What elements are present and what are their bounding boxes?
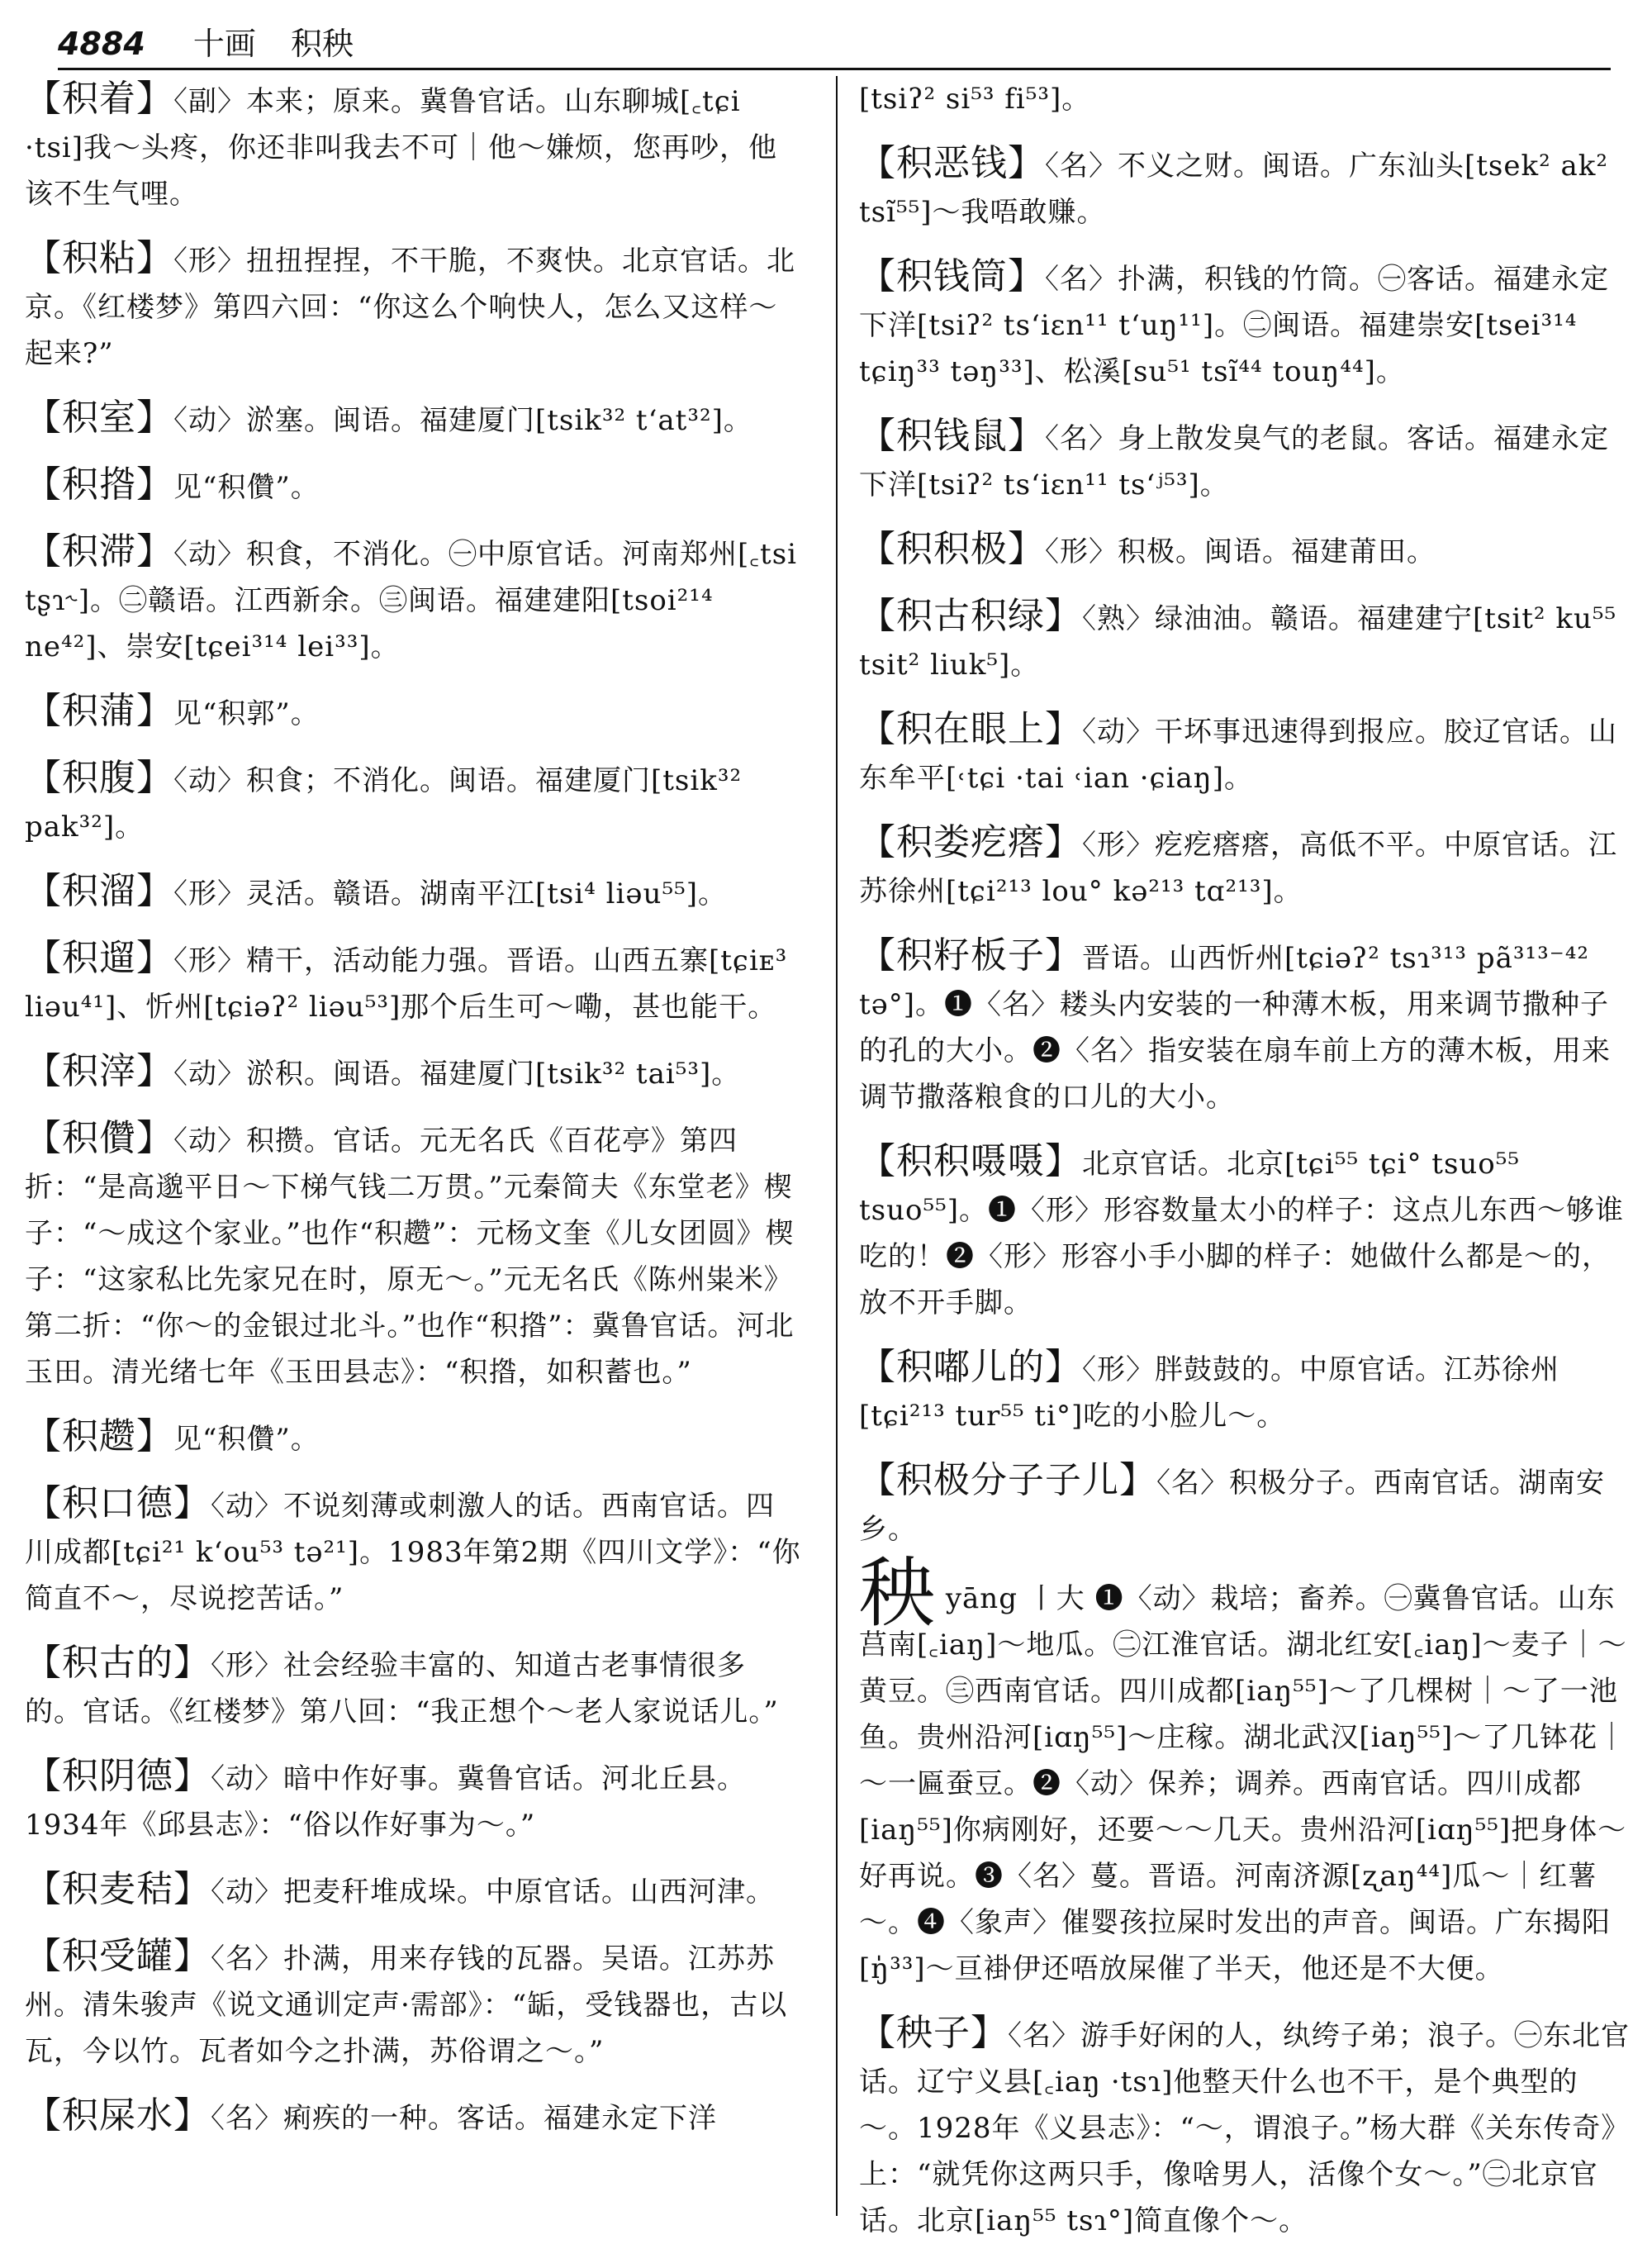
dictionary-entry [25,529,801,670]
dictionary-entry [25,755,801,850]
entry-definition: 北京官话。北京[tɕi⁵⁵ tɕi° tsuo⁵⁵ tsuo⁵⁵]。❶〈形〉形容数量太小的样子：这点儿东西～够谁吃的！❷〈形〉形容小手小脚的样子：她做什么都是～的，放不开手脚。 [859,1148,1625,1319]
entry-headword: 【积极分子子儿】 [859,1459,1156,1501]
dictionary-entry [25,1115,801,1395]
entry-headword: 【积嘟儿的】 [859,1346,1082,1388]
entry-headword: 【积粘】 [25,237,173,279]
entry-headword: 【积钱鼠】 [859,415,1045,457]
entry-definition: 〈形〉灵活。赣语。湖南平江[tsi⁴ liəu⁵⁵]。 [173,877,727,910]
entry-definition: 〈动〉淤积。闽语。福建厦门[tsik³² tai⁵³]。 [173,1058,741,1091]
entry-headword: 【积古的】 [25,1642,211,1684]
entry-headword: 【积古积绿】 [859,595,1082,637]
character-zhuyin: 丨大 [1027,1582,1085,1615]
dictionary-entry [859,254,1635,395]
dictionary-entry [859,706,1635,801]
dictionary-entry [859,413,1635,508]
dictionary-entry [25,1481,801,1622]
entry-definition: 〈名〉身上散发臭气的老鼠。客话。福建永定下洋[tsiʔ² ts‘iɛn¹¹ ts‘ʲ⁵³]。 [859,422,1609,502]
dictionary-entry [859,820,1635,915]
entry-headword: 【积腹】 [25,757,173,799]
entry-headword: 【积室】 [25,397,173,439]
entry-headword: 【积麦秸】 [25,1868,211,1910]
entry-definition: 〈名〉扑满，用来存钱的瓦器。吴语。江苏苏州。清朱骏声《说文通训定声·需部》：“缿，受钱器也，古以瓦，今以竹。瓦者如今之扑满，苏俗谓之～。” [25,1942,788,2068]
dictionary-entry [859,1139,1635,1326]
page-number: 4884 [58,26,145,62]
dictionary-entry [25,235,801,377]
dictionary-entry [25,395,801,444]
entry-definition: 〈动〉暗中作好事。冀鲁官话。河北丘县。1934年《邱县志》：“俗以作好事为～。” [25,1762,746,1842]
entry-definition: 〈动〉干坏事迅速得到报应。胶辽官话。山东牟平[˓tɕi ·tai ˓ian ·ɕiaŋ]。 [859,716,1617,795]
dictionary-entry [25,1640,801,1735]
entry-definition: 见“积儹”。 [173,471,320,504]
entry-headword: 【积滞】 [25,530,173,573]
entry-definition: 晋语。山西忻州[tɕiəʔ² tsɿ³¹³ pã³¹³⁻⁴² tə°]。❶〈名〉耧头内安装的一种薄木板，用来调节撒种子的孔的大小。❷〈名〉指安装在扇车前上方的薄木板，用来调节撒落粮食的口儿的大小。 [859,942,1611,1114]
dictionary-entry [859,140,1635,235]
entry-definition: 〈动〉积食，不消化。㊀中原官话。河南郑州[꜀tsi tʂɿ˞]。㊁赣语。江西新余。㊂闽语。福建建阳[tsoi²¹⁴ ne⁴²]、崇安[tɕei³¹⁴ lei³³]。 [25,538,798,663]
dictionary-entry [25,76,801,217]
entry-headword: 【积儹】 [25,1117,173,1159]
entry-definition: 〈动〉积攒。官话。元无名氏《百花亭》第四折：“是高邈平日～下梯气钱二万贯。”元秦简夫《东堂老》楔子：“～成这个家业。”也作“积趱”：元杨文奎《儿女团圆》楔子：“这家私比先家兄在时，原无～。”元无名氏《陈州粜米》第二折：“你～的金银过北斗。”也作“积揝”：冀鲁官话。河北玉田。清光绪七年《玉田县志》：“积揝，如积蓄也。” [25,1124,795,1389]
header-rule [58,68,1611,70]
entry-headword: 【积恶钱】 [859,142,1045,184]
entry-headword: 【积籽板子】 [859,934,1082,977]
entry-definition: 〈形〉积极。闽语。福建莆田。 [1045,535,1436,568]
right-column [859,76,1635,2237]
page-header [58,18,1611,68]
entry-headword: 【积积嗫嗫】 [859,1140,1082,1182]
dictionary-entry [25,868,801,917]
entry-headword: 【积口德】 [25,1482,211,1524]
section-characters: 积秧 [290,26,354,62]
entry-continuation: [tsiʔ² si⁵³ fi⁵³]。 [859,83,1091,116]
entry-definition: 〈动〉积食；不消化。闽语。福建厦门[tsik³² pak³²]。 [25,764,743,844]
entry-headword: 【积遛】 [25,937,173,979]
entry-definition: 〈名〉游手好闲的人，纨绔子弟；浪子。㊀东北官话。辽宁义县[꜀iaŋ ·tsɿ]他整天什么也不干，是个典型的～。1928年《义县志》：“～，谓浪子。”杨大群《关东传奇》上：“就凭你这两只手，像啥男人，活像个女～。”㊁北京官话。北京[iaŋ⁵⁵ tsɿ°]简直像个～。 [859,2019,1631,2237]
dictionary-entry [25,1048,801,1097]
entry-headword: 【积钱筒】 [859,255,1045,297]
dictionary-entry [859,593,1635,688]
entry-definition: 〈形〉扭扭捏捏，不干脆，不爽快。北京官话。北京。《红楼梦》第四六回：“你这么个响快人，怎么又这样～起来?” [25,245,795,370]
entry-definition: 〈副〉本来；原来。冀鲁官话。山东聊城[꜀tɕi ·tsi]我～头疼，你还非叫我去不可｜他～嫌烦，您再吵，他该不生气哩。 [25,85,778,211]
dictionary-entry [859,933,1635,1120]
dictionary-entry [25,462,801,511]
entry-headword: 【积揝】 [25,464,173,506]
entry-headword: 【积着】 [25,78,173,120]
entry-definition: 见“积儹”。 [173,1423,320,1456]
dictionary-entry [859,526,1635,575]
dictionary-entry [25,1933,801,2075]
character-definition: ❶〈动〉栽培；畜养。㊀冀鲁官话。山东莒南[꜀iaŋ]～地瓜。㊁江淮官话。湖北红安[꜀iaŋ]～麦子｜～黄豆。㊂西南官话。四川成都[iaŋ⁵⁵]～了几棵树｜～了一池鱼。贵州沿河[iɑŋ⁵⁵]～庄稼。湖北武汉[iaŋ⁵⁵]～了几钵花｜～一匾蚕豆。❷〈动〉保养；调养。西南官话。四川成都[iaŋ⁵⁵]你病刚好，还要～～几天。贵州沿河[iɑŋ⁵⁵]把身体～好再说。❸〈名〉蔓。晋语。河南济源[ʐaŋ⁴⁴]瓜～｜红薯～。❹〈象声〉催婴孩拉屎时发出的声音。闽语。广东揭阳[ŋ̍³³]～亘褂伊还唔放屎催了半天，他还是不大便。 [859,1582,1627,1985]
entry-definition: 〈名〉痢疾的一种。客话。福建永定下洋 [211,2102,717,2135]
entry-definition: 〈形〉社会经验丰富的、知道古老事情很多的。官话。《红楼梦》第八回：“我正想个～老人家说话儿。” [25,1649,779,1728]
entry-definition: 〈名〉扑满，积钱的竹筒。㊀客话。福建永定下洋[tsiʔ² ts‘iɛn¹¹ t‘uŋ¹¹]。㊁闽语。福建崇安[tsei³¹⁴ tɕiŋ³³ təŋ³³]、松溪[su⁵¹ tsĩ⁴⁴ touŋ⁴⁴]。 [859,263,1609,388]
left-column [25,76,801,2216]
entry-definition: 〈形〉胖鼓鼓的。中原官话。江苏徐州[tɕi²¹³ tur⁵⁵ ti°]吃的小脸儿～。 [859,1353,1559,1433]
dictionary-entry [25,1753,801,1848]
entry-definition: 〈形〉精干，活动能力强。晋语。山西五寨[tɕiᴇ³ liəu⁴¹]、忻州[tɕiəʔ² liəu⁵³]那个后生可～嘞，甚也能干。 [25,944,788,1024]
entry-definition: 〈形〉疙疙瘩瘩，高低不平。中原官话。江苏徐州[tɕi²¹³ lou° kə²¹³ tɑ²¹³]。 [859,829,1617,908]
entry-definition: 〈名〉不义之财。闽语。广东汕头[tsek² ak² tsĩ⁵⁵]～我唔敢赚。 [859,150,1609,229]
dictionary-entry [25,1414,801,1462]
entry-headword: 【积阴德】 [25,1755,211,1797]
entry-definition: 〈动〉不说刻薄或刺激人的话。西南官话。四川成都[tɕi²¹ k‘ou⁵³ tə²¹]。1983年第2期《四川文学》：“你简直不～，尽说挖苦话。” [25,1490,801,1615]
entry-headword: 【积趱】 [25,1415,173,1457]
dictionary-entry [25,2093,801,2142]
entry-headword: 【积积极】 [859,528,1045,570]
entry-definition: 〈动〉淤塞。闽语。福建厦门[tsik³² t‘at³²]。 [173,404,752,437]
character-pinyin: yāng [945,1582,1018,1615]
column-separator [836,76,838,2216]
dictionary-entry [859,2010,1635,2244]
entry-definition: 〈名〉积极分子。西南官话。湖南安乡。 [859,1467,1605,1546]
entry-definition: 〈动〉把麦秆堆成垛。中原官话。山西河津。 [211,1876,775,1909]
character-entry [859,1549,1635,1992]
dictionary-entry [25,935,801,1030]
section-stroke-count: 十画 [192,26,256,62]
entry-headword: 【积滓】 [25,1050,173,1092]
entry-headword: 【积溜】 [25,870,173,912]
entry-headword: 【积蒲】 [25,690,173,732]
entry-headword: 【积受罐】 [25,1935,211,1977]
entry-definition: 见“积郭”。 [173,697,320,730]
entry-headword: 【积屎水】 [25,2094,211,2137]
dictionary-entry [859,1344,1635,1439]
entry-definition: 〈熟〉绿油油。赣语。福建建宁[tsit² ku⁵⁵ tsit² liuk⁵]。 [859,602,1617,682]
main-character: 秧 [859,1549,937,1638]
dictionary-entry [859,1457,1635,1552]
entry-headword: 【秧子】 [859,2012,1008,2054]
entry-headword: 【积娄疙瘩】 [859,821,1082,863]
dictionary-entry [25,1866,801,1915]
entry-headword: 【积在眼上】 [859,708,1082,750]
dictionary-entry [25,688,801,737]
